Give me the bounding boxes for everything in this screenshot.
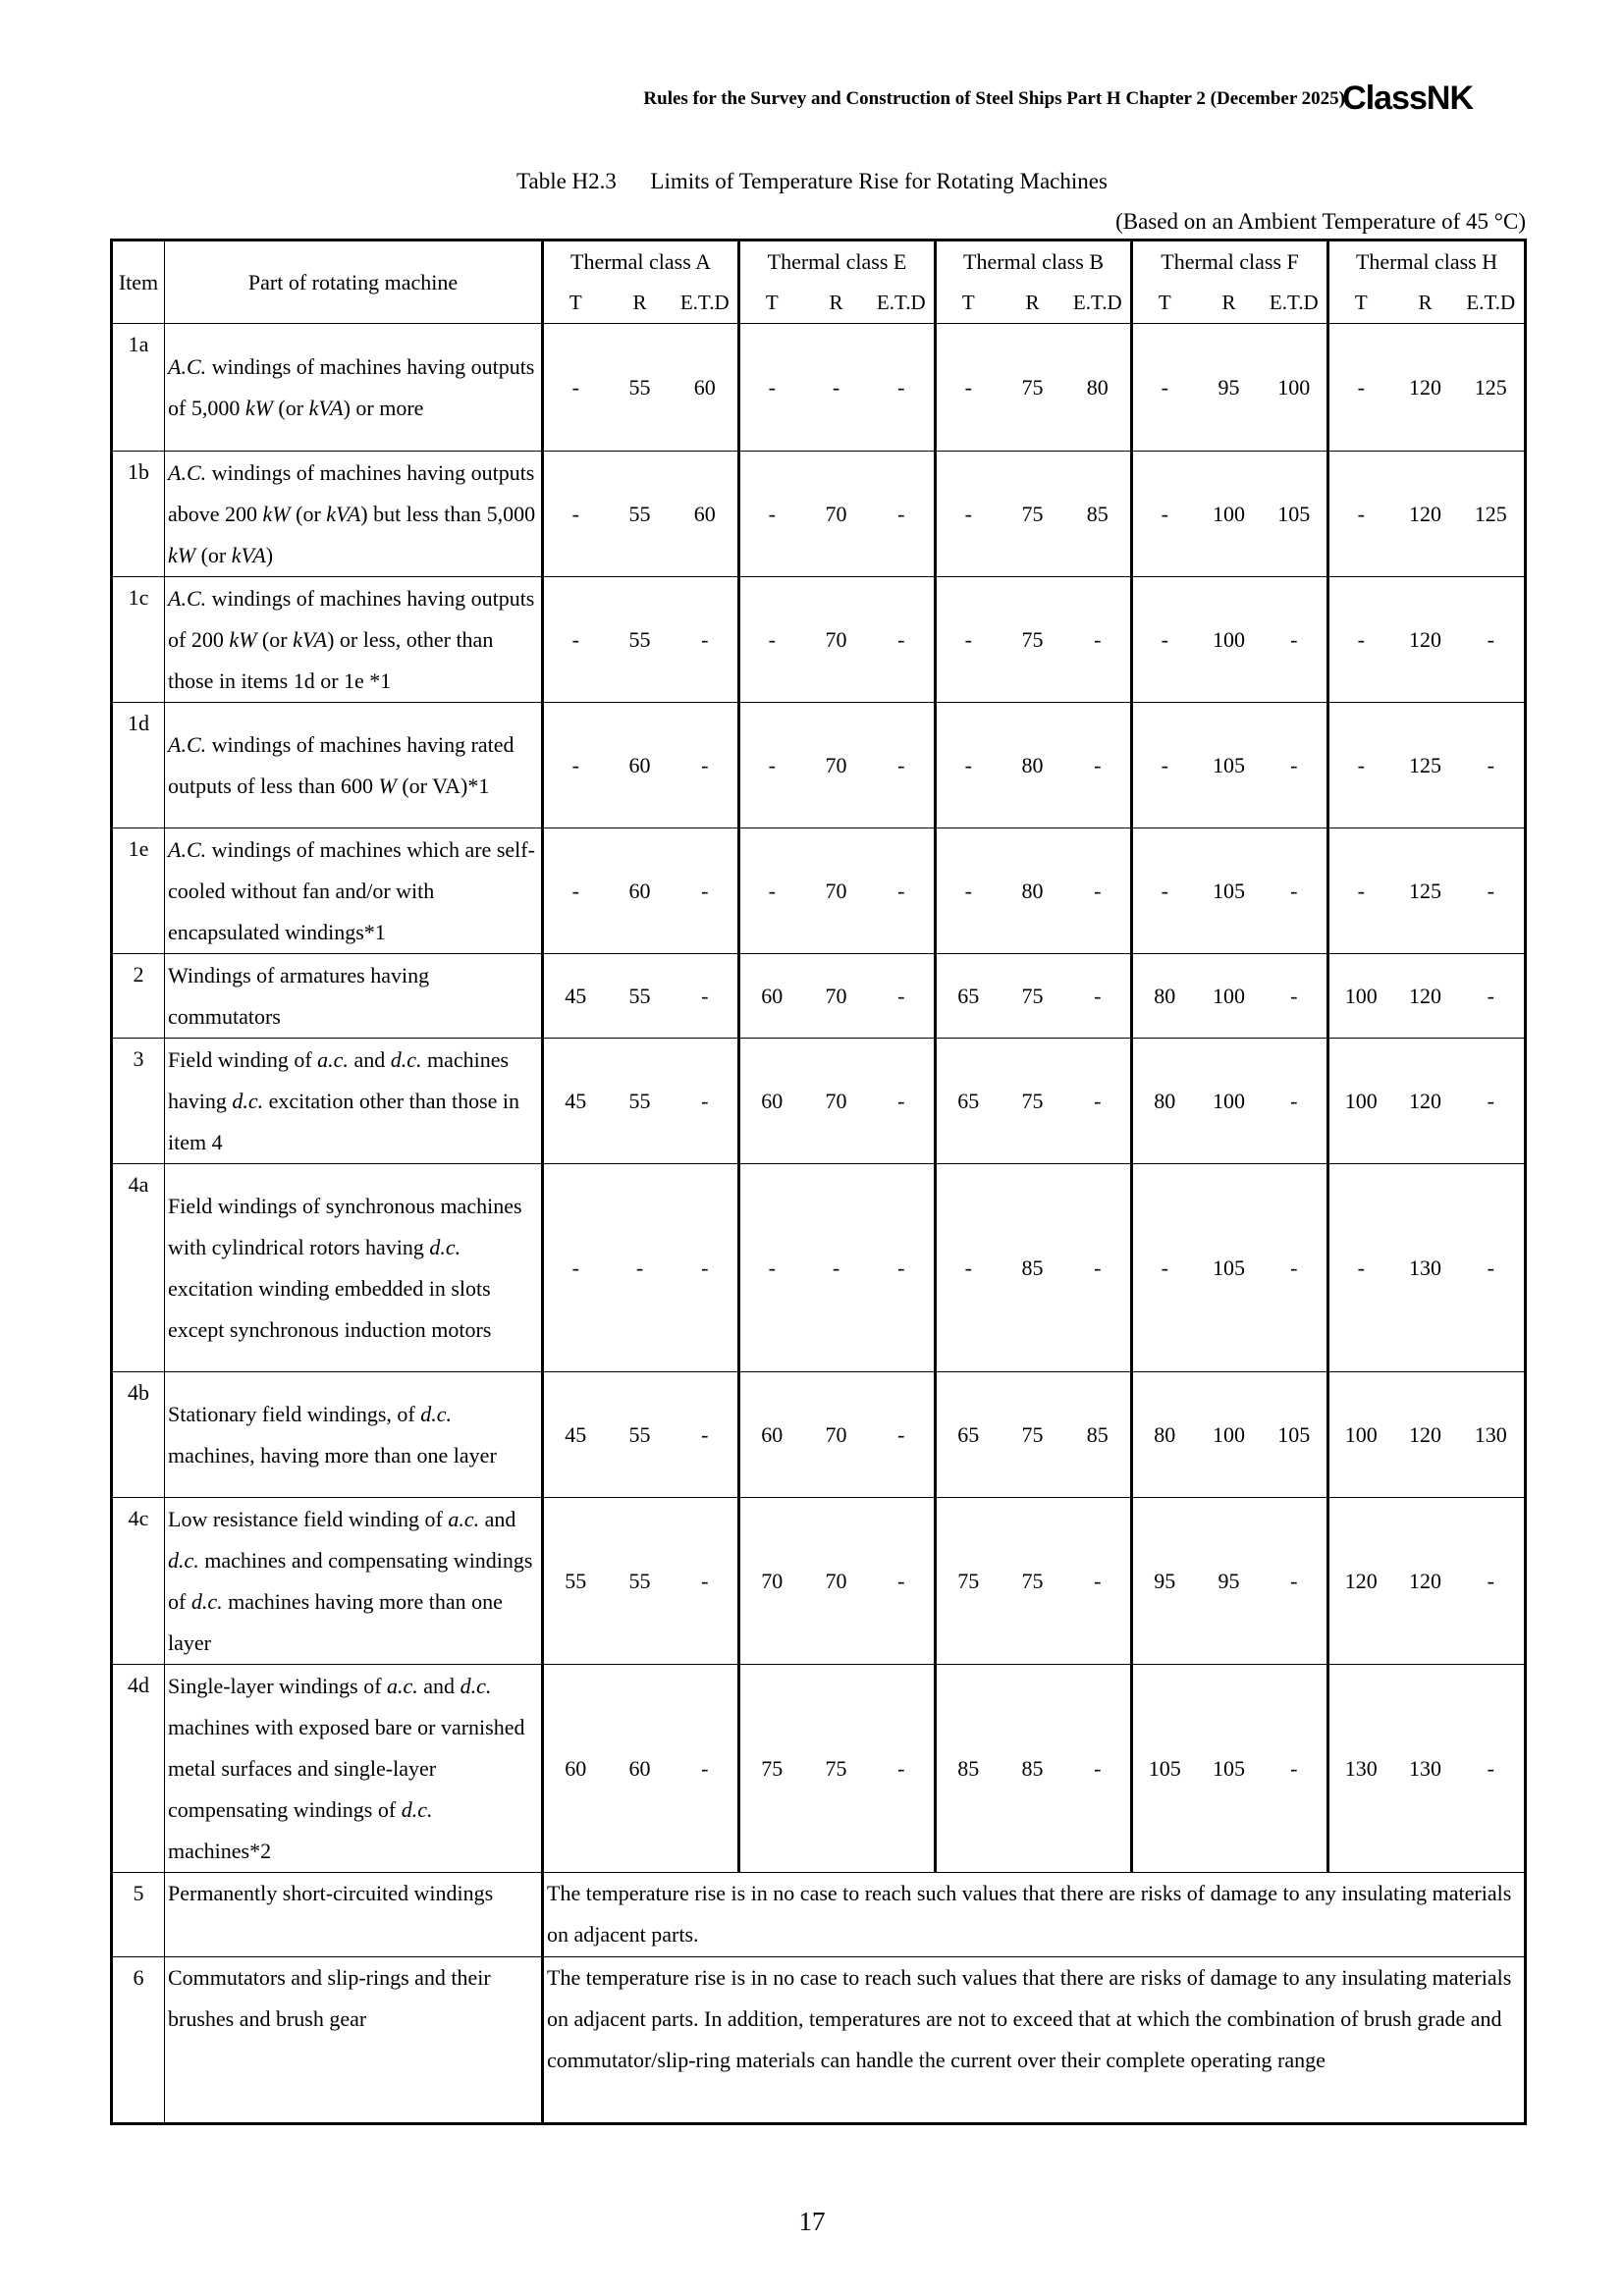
classnk-logo: ClassNK: [1342, 80, 1473, 117]
row-value: 55: [608, 324, 673, 452]
table-row: [112, 703, 1526, 828]
row-value: 55: [608, 452, 673, 577]
row-value: 95: [1197, 324, 1262, 452]
row-value: -: [804, 324, 869, 452]
row-value: 65: [936, 1372, 1001, 1498]
row-value: -: [1132, 577, 1197, 703]
header-thermal-class-b: Thermal class B: [936, 240, 1132, 283]
row-value: -: [673, 1372, 739, 1498]
row-value: -: [1458, 1498, 1526, 1665]
row-value: 70: [739, 1498, 804, 1665]
row-value: 105: [1197, 828, 1262, 954]
row-value: -: [1065, 1498, 1132, 1665]
header-part: Part of rotating machine: [165, 240, 543, 324]
row-part-description: Stationary field windings, of d.c. machines, having more than one layer: [165, 1372, 543, 1498]
row-value: -: [936, 828, 1001, 954]
row-item: 6: [112, 1957, 165, 2124]
row-value: 70: [804, 954, 869, 1039]
row-value: 105: [1197, 1665, 1262, 1873]
row-value: 80: [1132, 1039, 1197, 1164]
header-thermal-class-e: Thermal class E: [739, 240, 936, 283]
row-value: 80: [1132, 1372, 1197, 1498]
row-value: 105: [1197, 703, 1262, 828]
row-value: -: [869, 452, 936, 577]
row-value: -: [673, 703, 739, 828]
subheader-r: R: [1197, 282, 1262, 324]
row-value: -: [543, 828, 608, 954]
row-part-description: A.C. windings of machines which are self-cooled without fan and/or with encapsulated windings*1: [165, 828, 543, 954]
row-value: 100: [1262, 324, 1328, 452]
row-value: 75: [936, 1498, 1001, 1665]
subheader-etd: E.T.D: [1458, 282, 1526, 324]
row-value: -: [1065, 1665, 1132, 1873]
row-value: 105: [1197, 1164, 1262, 1372]
row-value: -: [543, 577, 608, 703]
subheader-etd: E.T.D: [869, 282, 936, 324]
row-value: 70: [804, 828, 869, 954]
row-value: 60: [608, 828, 673, 954]
row-value: -: [1132, 703, 1197, 828]
row-value: 70: [804, 703, 869, 828]
row-value: -: [1262, 577, 1328, 703]
row-value: -: [543, 703, 608, 828]
row-part-description: A.C. windings of machines having outputs of 200 kW (or kVA) or less, other than those in items 1d or 1e *1: [165, 577, 543, 703]
row-part-description: Low resistance field winding of a.c. and d.c. machines and compensating windings of d.c. machines having more than one layer: [165, 1498, 543, 1665]
row-item: 5: [112, 1873, 165, 1957]
row-value: -: [739, 577, 804, 703]
row-value: -: [1065, 1039, 1132, 1164]
row-value: 100: [1328, 1039, 1393, 1164]
row-value: -: [739, 452, 804, 577]
row-value: -: [1262, 703, 1328, 828]
row-value: -: [1065, 954, 1132, 1039]
row-value: 125: [1393, 828, 1458, 954]
row-value: 75: [1001, 1039, 1065, 1164]
row-item: 1d: [112, 703, 165, 828]
row-value: 125: [1393, 703, 1458, 828]
row-value: 120: [1393, 1039, 1458, 1164]
row-value: 85: [1065, 452, 1132, 577]
table-row: [112, 954, 1526, 1039]
row-value: -: [1262, 828, 1328, 954]
row-value: 55: [608, 1039, 673, 1164]
row-value: -: [1328, 703, 1393, 828]
row-part-description: Field winding of a.c. and d.c. machines having d.c. excitation other than those in item 4: [165, 1039, 543, 1164]
row-item: 4c: [112, 1498, 165, 1665]
row-value: -: [869, 577, 936, 703]
row-value: 130: [1393, 1665, 1458, 1873]
table-note-row: [112, 1873, 1526, 1957]
row-value: -: [739, 324, 804, 452]
row-value: 100: [1197, 954, 1262, 1039]
row-value: -: [1262, 954, 1328, 1039]
table-body: [112, 324, 1526, 2124]
table-row: [112, 828, 1526, 954]
subheader-r: R: [804, 282, 869, 324]
header-row-classes: [112, 240, 1526, 283]
row-value: 120: [1393, 1498, 1458, 1665]
row-value: -: [869, 828, 936, 954]
row-value: 120: [1393, 324, 1458, 452]
row-item: 1a: [112, 324, 165, 452]
table-basis-note: (Based on an Ambient Temperature of 45 °C): [1115, 209, 1526, 234]
row-part-description: A.C. windings of machines having outputs of 5,000 kW (or kVA) or more: [165, 324, 543, 452]
header-thermal-class-f: Thermal class F: [1132, 240, 1328, 283]
subheader-r: R: [608, 282, 673, 324]
row-value: 100: [1197, 452, 1262, 577]
row-value: -: [543, 324, 608, 452]
temperature-rise-table: [110, 239, 1527, 2125]
row-value: -: [1065, 828, 1132, 954]
row-value: 125: [1458, 324, 1526, 452]
subheader-t: T: [1328, 282, 1393, 324]
row-value: -: [543, 452, 608, 577]
row-value: 80: [1001, 703, 1065, 828]
row-value: -: [1065, 577, 1132, 703]
row-value: -: [673, 1039, 739, 1164]
subheader-t: T: [543, 282, 608, 324]
row-item: 1b: [112, 452, 165, 577]
row-value: -: [1132, 452, 1197, 577]
row-value: 120: [1393, 1372, 1458, 1498]
table-row: [112, 577, 1526, 703]
subheader-etd: E.T.D: [1262, 282, 1328, 324]
table-row: [112, 1039, 1526, 1164]
row-value: -: [673, 577, 739, 703]
header-item: Item: [112, 240, 165, 324]
row-value: -: [936, 1164, 1001, 1372]
row-value: 60: [608, 703, 673, 828]
running-title: Rules for the Survey and Construction of Steel Ships Part H Chapter 2 (December 2025): [643, 88, 1345, 109]
row-value: 65: [936, 1039, 1001, 1164]
row-value: 60: [673, 324, 739, 452]
row-item: 2: [112, 954, 165, 1039]
row-value: 95: [1197, 1498, 1262, 1665]
header-thermal-class-a: Thermal class A: [543, 240, 739, 283]
row-value: 105: [1262, 452, 1328, 577]
row-value: 55: [608, 954, 673, 1039]
row-value: -: [1458, 1039, 1526, 1164]
row-value: 45: [543, 1372, 608, 1498]
row-value: -: [869, 1372, 936, 1498]
row-value: 120: [1328, 1498, 1393, 1665]
row-value: 130: [1328, 1665, 1393, 1873]
row-value: -: [936, 324, 1001, 452]
page-header: [0, 79, 1473, 118]
row-value: -: [936, 703, 1001, 828]
row-value: -: [1458, 954, 1526, 1039]
row-value: 60: [739, 1372, 804, 1498]
row-value: -: [543, 1164, 608, 1372]
row-value: 105: [1132, 1665, 1197, 1873]
row-value: 55: [608, 1372, 673, 1498]
row-value: -: [673, 1164, 739, 1372]
table-note-row: [112, 1957, 1526, 2124]
row-value: -: [1065, 703, 1132, 828]
row-item: 1e: [112, 828, 165, 954]
header-thermal-class-h: Thermal class H: [1328, 240, 1526, 283]
row-value: 85: [936, 1665, 1001, 1873]
row-value: 85: [1001, 1665, 1065, 1873]
row-value: 130: [1458, 1372, 1526, 1498]
row-value: 55: [543, 1498, 608, 1665]
row-value: 75: [804, 1665, 869, 1873]
row-value: 75: [739, 1665, 804, 1873]
row-value: 60: [739, 1039, 804, 1164]
row-value: -: [869, 1665, 936, 1873]
table-row: [112, 452, 1526, 577]
row-part-description: Commutators and slip-rings and their brushes and brush gear: [165, 1957, 543, 2124]
row-value: -: [936, 452, 1001, 577]
row-value: 95: [1132, 1498, 1197, 1665]
row-value: 100: [1328, 1372, 1393, 1498]
row-value: 70: [804, 1039, 869, 1164]
row-value: 70: [804, 1372, 869, 1498]
table-row: [112, 1665, 1526, 1873]
row-item: 3: [112, 1039, 165, 1164]
row-part-description: Field windings of synchronous machines with cylindrical rotors having d.c. excitation winding embedded in slots except synchronous induction motors: [165, 1164, 543, 1372]
table-row: [112, 324, 1526, 452]
row-value: 100: [1197, 1039, 1262, 1164]
page-number: 17: [798, 2207, 826, 2236]
row-value: -: [739, 703, 804, 828]
row-value: 75: [1001, 1498, 1065, 1665]
row-note: The temperature rise is in no case to reach such values that there are risks of damage to any insulating materials on adjacent parts.: [543, 1873, 1526, 1957]
row-value: 120: [1393, 577, 1458, 703]
row-item: 4d: [112, 1665, 165, 1873]
row-value: -: [1262, 1164, 1328, 1372]
subheader-etd: E.T.D: [673, 282, 739, 324]
row-value: -: [1262, 1498, 1328, 1665]
row-value: 65: [936, 954, 1001, 1039]
row-value: -: [869, 703, 936, 828]
row-value: 85: [1065, 1372, 1132, 1498]
subheader-r: R: [1393, 282, 1458, 324]
row-value: -: [1328, 577, 1393, 703]
row-note: The temperature rise is in no case to reach such values that there are risks of damage to any insulating materials on adjacent parts. In addition, temperatures are not to exceed that at which the combination of brush grade and commutator/slip-ring materials can handle the current over their complete operating range: [543, 1957, 1526, 2124]
row-value: 100: [1197, 577, 1262, 703]
row-value: 105: [1262, 1372, 1328, 1498]
row-value: 60: [739, 954, 804, 1039]
subheader-t: T: [739, 282, 804, 324]
row-part-description: Single-layer windings of a.c. and d.c. machines with exposed bare or varnished metal surfaces and single-layer compensating windings of d.c. machines*2: [165, 1665, 543, 1873]
row-value: -: [1262, 1665, 1328, 1873]
row-item: 1c: [112, 577, 165, 703]
row-value: -: [869, 1498, 936, 1665]
row-value: 60: [673, 452, 739, 577]
row-value: 80: [1132, 954, 1197, 1039]
row-item: 4b: [112, 1372, 165, 1498]
row-value: -: [739, 1164, 804, 1372]
row-value: -: [869, 1164, 936, 1372]
row-value: -: [608, 1164, 673, 1372]
row-value: 100: [1328, 954, 1393, 1039]
row-value: -: [1328, 1164, 1393, 1372]
row-value: 75: [1001, 954, 1065, 1039]
row-value: 70: [804, 452, 869, 577]
row-value: -: [869, 954, 936, 1039]
row-value: -: [1458, 1665, 1526, 1873]
row-value: -: [673, 828, 739, 954]
row-part-description: A.C. windings of machines having outputs above 200 kW (or kVA) but less than 5,000 kW (or kVA): [165, 452, 543, 577]
row-value: -: [1132, 324, 1197, 452]
subheader-r: R: [1001, 282, 1065, 324]
row-value: -: [804, 1164, 869, 1372]
row-value: -: [673, 1498, 739, 1665]
row-value: 130: [1393, 1164, 1458, 1372]
row-item: 4a: [112, 1164, 165, 1372]
subheader-t: T: [1132, 282, 1197, 324]
row-value: 75: [1001, 1372, 1065, 1498]
row-value: 125: [1458, 452, 1526, 577]
row-value: -: [1328, 828, 1393, 954]
row-part-description: A.C. windings of machines having rated outputs of less than 600 W (or VA)*1: [165, 703, 543, 828]
row-value: -: [869, 1039, 936, 1164]
row-value: -: [1458, 703, 1526, 828]
row-value: -: [673, 954, 739, 1039]
row-value: -: [936, 577, 1001, 703]
row-value: 120: [1393, 954, 1458, 1039]
row-part-description: Permanently short-circuited windings: [165, 1873, 543, 1957]
row-value: 75: [1001, 324, 1065, 452]
row-value: -: [1328, 324, 1393, 452]
row-value: 80: [1001, 828, 1065, 954]
row-value: -: [1458, 828, 1526, 954]
row-value: 75: [1001, 577, 1065, 703]
row-value: 45: [543, 954, 608, 1039]
row-value: 60: [608, 1665, 673, 1873]
row-value: 60: [543, 1665, 608, 1873]
row-value: -: [1132, 828, 1197, 954]
table-row: [112, 1372, 1526, 1498]
row-value: 120: [1393, 452, 1458, 577]
row-value: -: [1262, 1039, 1328, 1164]
row-value: -: [1328, 452, 1393, 577]
table-caption: Table H2.3 Limits of Temperature Rise for Rotating Machines: [516, 169, 1108, 193]
subheader-etd: E.T.D: [1065, 282, 1132, 324]
row-value: 70: [804, 577, 869, 703]
row-value: 85: [1001, 1164, 1065, 1372]
row-value: 55: [608, 577, 673, 703]
row-value: -: [1458, 577, 1526, 703]
row-value: 80: [1065, 324, 1132, 452]
row-value: -: [1065, 1164, 1132, 1372]
table-row: [112, 1498, 1526, 1665]
row-value: 55: [608, 1498, 673, 1665]
row-value: 45: [543, 1039, 608, 1164]
row-value: -: [869, 324, 936, 452]
row-value: -: [1458, 1164, 1526, 1372]
row-part-description: Windings of armatures having commutators: [165, 954, 543, 1039]
subheader-t: T: [936, 282, 1001, 324]
row-value: 75: [1001, 452, 1065, 577]
row-value: 100: [1197, 1372, 1262, 1498]
row-value: 70: [804, 1498, 869, 1665]
row-value: -: [739, 828, 804, 954]
table-row: [112, 1164, 1526, 1372]
row-value: -: [673, 1665, 739, 1873]
row-value: -: [1132, 1164, 1197, 1372]
